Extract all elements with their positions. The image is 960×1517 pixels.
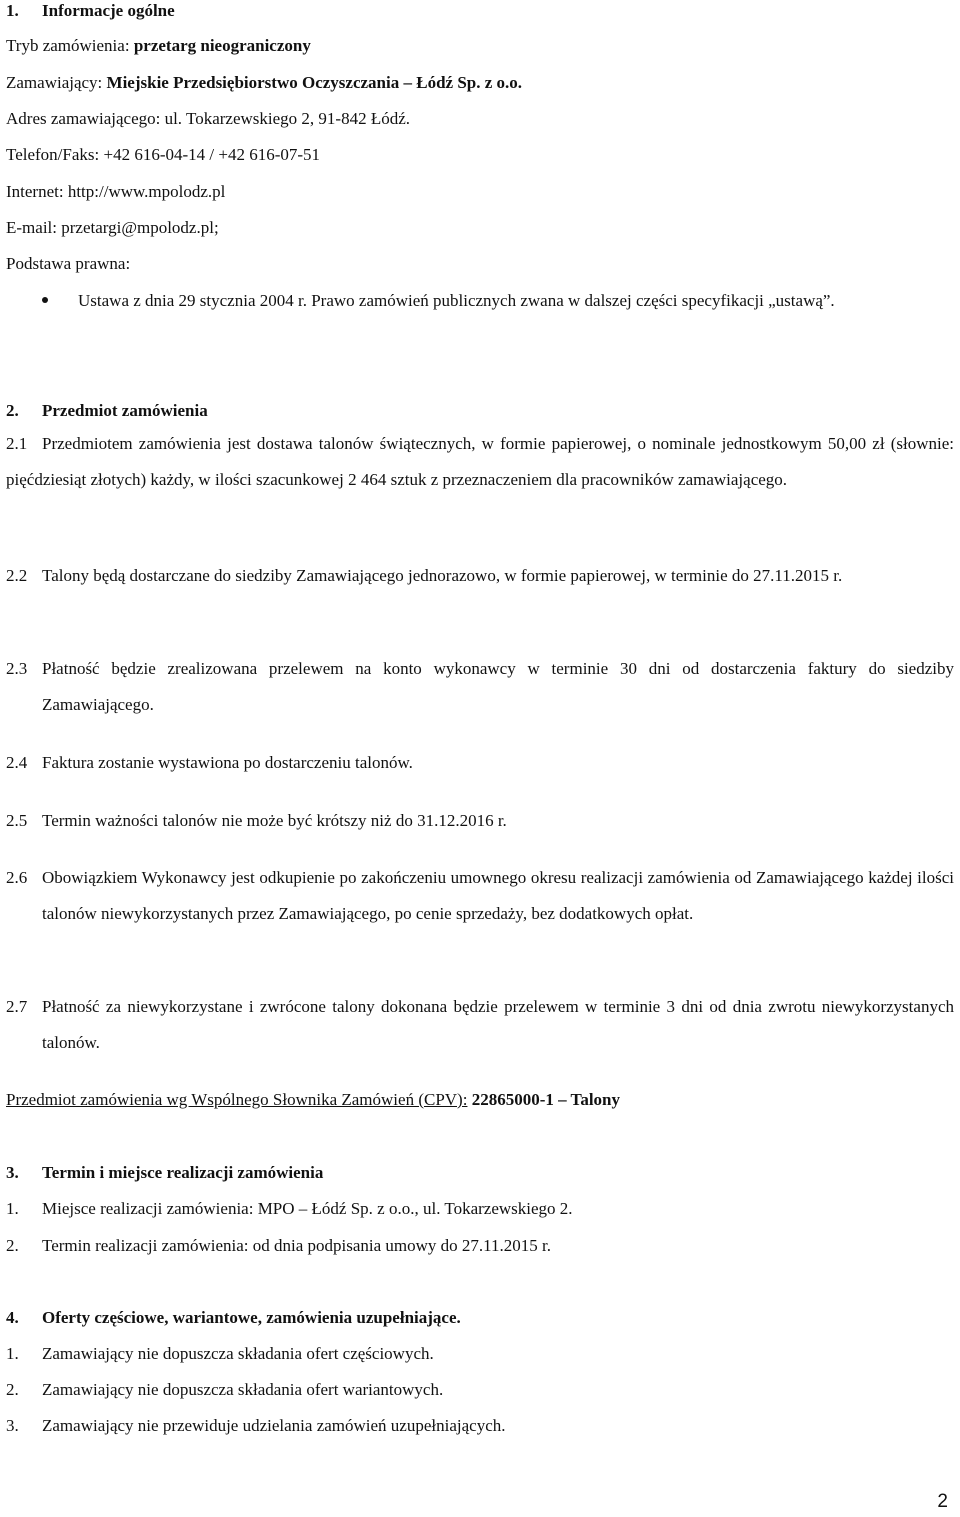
list-item <box>6 1343 954 1365</box>
bullet-icon <box>42 297 48 303</box>
item-number: 2.4 <box>6 753 28 772</box>
item-text: Zamawiający nie przewiduje udzielania zamówień uzupełniających. <box>42 1416 506 1435</box>
section-number: 3. <box>6 1163 19 1182</box>
tryb-label: Tryb zamówienia: <box>6 36 134 55</box>
item-text: Zamawiający nie dopuszcza składania ofert częściowych. <box>42 1344 434 1363</box>
podstawa-item: Ustawa z dnia 29 stycznia 2004 r. Prawo zamówień publicznych zwana w dalszej części specyfikacji „ustawą”. <box>78 291 835 310</box>
tryb-line <box>6 35 954 57</box>
email-line: E-mail: przetargi@mpolodz.pl; <box>6 218 219 237</box>
adres-line: Adres zamawiającego: ul. Tokarzewskiego 2, 91-842 Łódź. <box>6 109 410 128</box>
list-item <box>6 1415 954 1437</box>
internet-line: Internet: http://www.mpolodz.pl <box>6 182 226 201</box>
item-text: Faktura zostanie wystawiona po dostarczeniu talonów. <box>42 753 413 772</box>
telefon-line: Telefon/Faks: +42 616-04-14 / +42 616-07-51 <box>6 145 321 164</box>
section-title: Przedmiot zamówienia <box>42 401 208 420</box>
item-number: 2.7 <box>6 997 28 1016</box>
zamawiajacy-label: Zamawiający: <box>6 73 107 92</box>
section-title: Termin i miejsce realizacji zamówienia <box>42 1163 324 1182</box>
zamawiajacy-value: Miejskie Przedsiębiorstwo Oczyszczania – Łódź Sp. z o.o. <box>106 73 523 92</box>
item-text: Płatność za niewykorzystane i zwrócone talony dokonana będzie przelewem w terminie 3 dni od dnia zwrotu niewykorzystanych talonów. <box>42 997 954 1052</box>
item-text: Termin ważności talonów nie może być krótszy niż do 31.12.2016 r. <box>42 811 507 830</box>
item-number: 2.5 <box>6 811 28 830</box>
section-number: 2. <box>6 401 19 420</box>
list-item <box>6 1198 954 1220</box>
item-number: 1. <box>6 1199 19 1218</box>
item-number: 2.3 <box>6 659 28 678</box>
page-number: 2 <box>937 1491 948 1512</box>
cpv-line <box>6 1089 954 1111</box>
section-3-heading <box>6 1162 954 1184</box>
section-1-heading <box>6 0 954 22</box>
podstawa-label: Podstawa prawna: <box>6 254 131 273</box>
item-text: Obowiązkiem Wykonawcy jest odkupienie po zakończeniu umownego okresu realizacji zamówienia od Zamawiającego każdej ilości talonów niewykorzystanych przez Zamawiającego, po cenie sprzedaży, bez dodatkowych opłat. <box>42 868 954 923</box>
cpv-label: Przedmiot zamówienia wg Wspólnego Słownika Zamówień (CPV): <box>6 1090 468 1109</box>
item-text: Termin realizacji zamówienia: od dnia podpisania umowy do 27.11.2015 r. <box>42 1236 551 1255</box>
item-number: 2.2 <box>6 566 28 585</box>
item-text: Przedmiotem zamówienia jest dostawa talonów świątecznych, w formie papierowej, o nominale jednostkowym 50,00 zł (słownie: pięćdziesiąt złotych) każdy, w ilości szacunkowej 2 464 sztuk z przeznaczeniem dla pracowników zamawiającego. <box>6 434 954 489</box>
list-item <box>6 1379 954 1401</box>
section-title: Oferty częściowe, wariantowe, zamówienia uzupełniające. <box>42 1308 461 1327</box>
zamawiajacy-line <box>6 72 954 94</box>
section-title: Informacje ogólne <box>42 1 175 20</box>
section-4-heading <box>6 1307 954 1329</box>
section-number: 1. <box>6 1 19 20</box>
item-number: 3. <box>6 1416 19 1435</box>
item-text: Płatność będzie zrealizowana przelewem na konto wykonawcy w terminie 30 dni od dostarczenia faktury do siedziby Zamawiającego. <box>42 659 954 714</box>
section-number: 4. <box>6 1308 19 1327</box>
item-text: Talony będą dostarczane do siedziby Zamawiającego jednorazowo, w formie papierowej, w terminie do 27.11.2015 r. <box>42 566 843 585</box>
item-number: 2. <box>6 1380 19 1399</box>
item-number: 2. <box>6 1236 19 1255</box>
cpv-value: 22865000-1 – Talony <box>467 1090 621 1109</box>
list-item <box>6 1235 954 1257</box>
item-number: 2.6 <box>6 868 28 887</box>
item-text: Miejsce realizacji zamówienia: MPO – Łódź Sp. z o.o., ul. Tokarzewskiego 2. <box>42 1199 573 1218</box>
tryb-value: przetarg nieograniczony <box>133 36 311 55</box>
item-number: 1. <box>6 1344 19 1363</box>
item-number: 2.1 <box>6 434 28 453</box>
section-2-heading <box>6 400 954 422</box>
item-text: Zamawiający nie dopuszcza składania ofert wariantowych. <box>42 1380 444 1399</box>
